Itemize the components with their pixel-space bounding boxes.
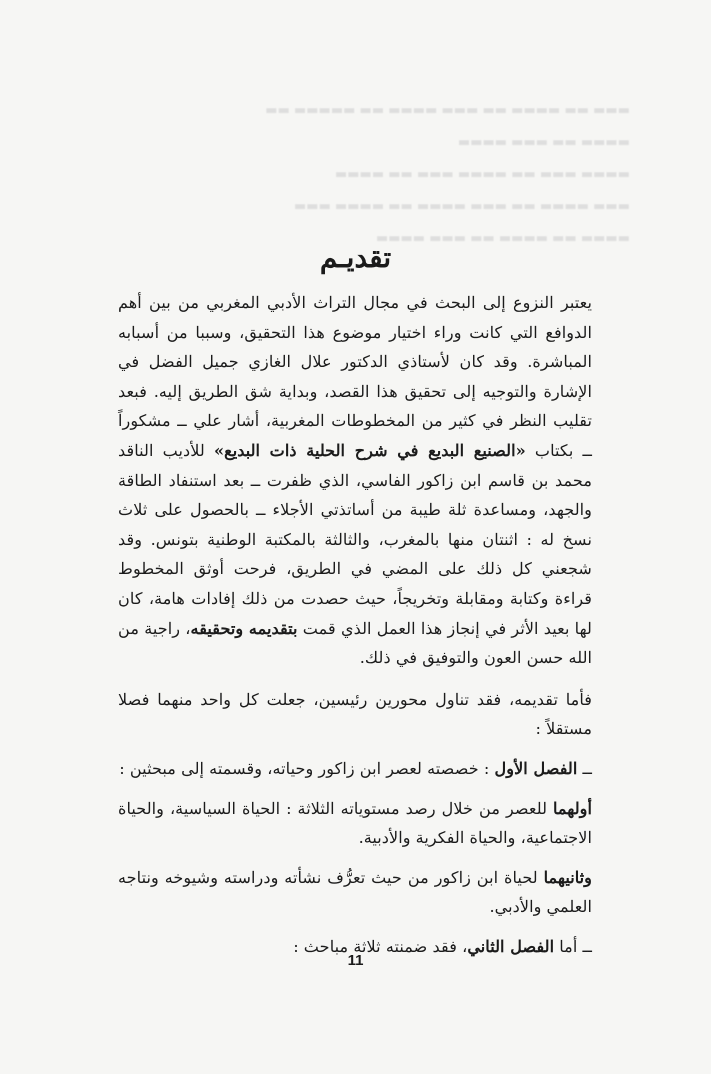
page-title: تقديـم <box>319 240 392 274</box>
first-section-label: أولهما <box>553 798 592 818</box>
chapter-one-label: الفصل الأول <box>494 758 578 778</box>
page-number: 11 <box>347 952 364 969</box>
bleed-through-text: ▬▬▬ ▬▬ ▬▬▬▬ ▬▬ ▬▬▬ ▬▬▬▬ ▬▬ ▬▬▬▬▬ ▬▬ ▬▬▬▬ ▬▬ ▬▬▬ ▬▬▬▬ ▬▬▬▬ ▬▬▬ ▬▬ ▬▬▬▬ ▬▬▬ ▬▬ ▬▬▬▬ ▬▬▬ ▬▬▬▬ ▬▬ ▬▬▬ ▬▬▬▬ ▬▬ ▬▬▬▬ ▬▬▬ ▬▬▬▬ ▬▬ ▬▬▬▬ ▬▬ ▬▬▬ ▬▬▬▬ <box>265 103 630 246</box>
paragraph-first-section <box>118 794 592 853</box>
second-section-label: وثانيهما <box>543 867 592 887</box>
paragraph-chapter-one <box>118 754 592 784</box>
paragraph-intro <box>118 288 592 673</box>
text-run: للأديب الناقد محمد بن قاسم ابن زاكور الفاسي، الذي ظفرت ــ بعد استنفاد الطاقة والجهد، ومساعدة ثلة طيبة من أساتذتي الأجلاء ــ بالحصول على ثلاث نسخ له : اثنتان منها بالمغرب، والثالثة بالمكتبة الوطنية بتونس. وقد شجعني كل ذلك على المضي في الطريق، فرحت أوثق المخطوط قراءة وكتابة ومقابلة وتخريجاً، حيث حصدت من ذلك إفادات هامة، كان لها بعيد الأثر في إنجاز هذا العمل الذي قمت <box>118 440 592 638</box>
bold-phrase: بتقديمه وتحقيقه <box>190 618 298 638</box>
text-run: ، فقد ضمنته ثلاثة مباحث : <box>293 936 468 956</box>
body-text <box>118 288 592 973</box>
chapter-two-label: الفصل الثاني <box>467 936 555 956</box>
dash: ــ <box>577 758 592 778</box>
text-run: لحياة ابن زاكور من حيث تعرُّف نشأته ودراسته وشيوخه ونتاجه العلمي والأدبي. <box>118 867 592 917</box>
text-run: يعتبر النزوع إلى البحث في مجال التراث الأدبي المغربي من بين أهم الدوافع التي كانت وراء اختيار موضوع هذا التحقيق، وسببا من أسبابه المباشرة. وقد كان لأستاذي الدكتور علال الغازي جميل الفضل في الإشارة والتوجيه إلى تحقيق هذا القصد، وبداية شق الطريق إليه. فبعد تقليب النظر في كثير من المخطوطات المغربية، أشار علي ــ مشكوراً ــ بكتاب <box>118 293 592 460</box>
paragraph-plan: فأما تقديمه، فقد تناول محورين رئيسين، جعلت كل واحد منهما فصلا مستقلاً : <box>118 689 592 739</box>
text-run: : خصصته لعصر ابن زاكور وحياته، وقسمته إلى مبحثين : <box>119 758 495 778</box>
paragraph-second-section <box>118 863 592 922</box>
text-run: للعصر من خلال رصد مستوياته الثلاثة : الحياة السياسية، والحياة الاجتماعية، والحياة الفكرية والأدبية. <box>118 798 592 848</box>
text-run: ، راجية من الله حسن العون والتوفيق في ذلك. <box>118 618 592 668</box>
text-run: ــ أما <box>554 936 592 956</box>
book-title: «الصنيع البديع في شرح الحلية ذات البديع» <box>213 440 526 460</box>
